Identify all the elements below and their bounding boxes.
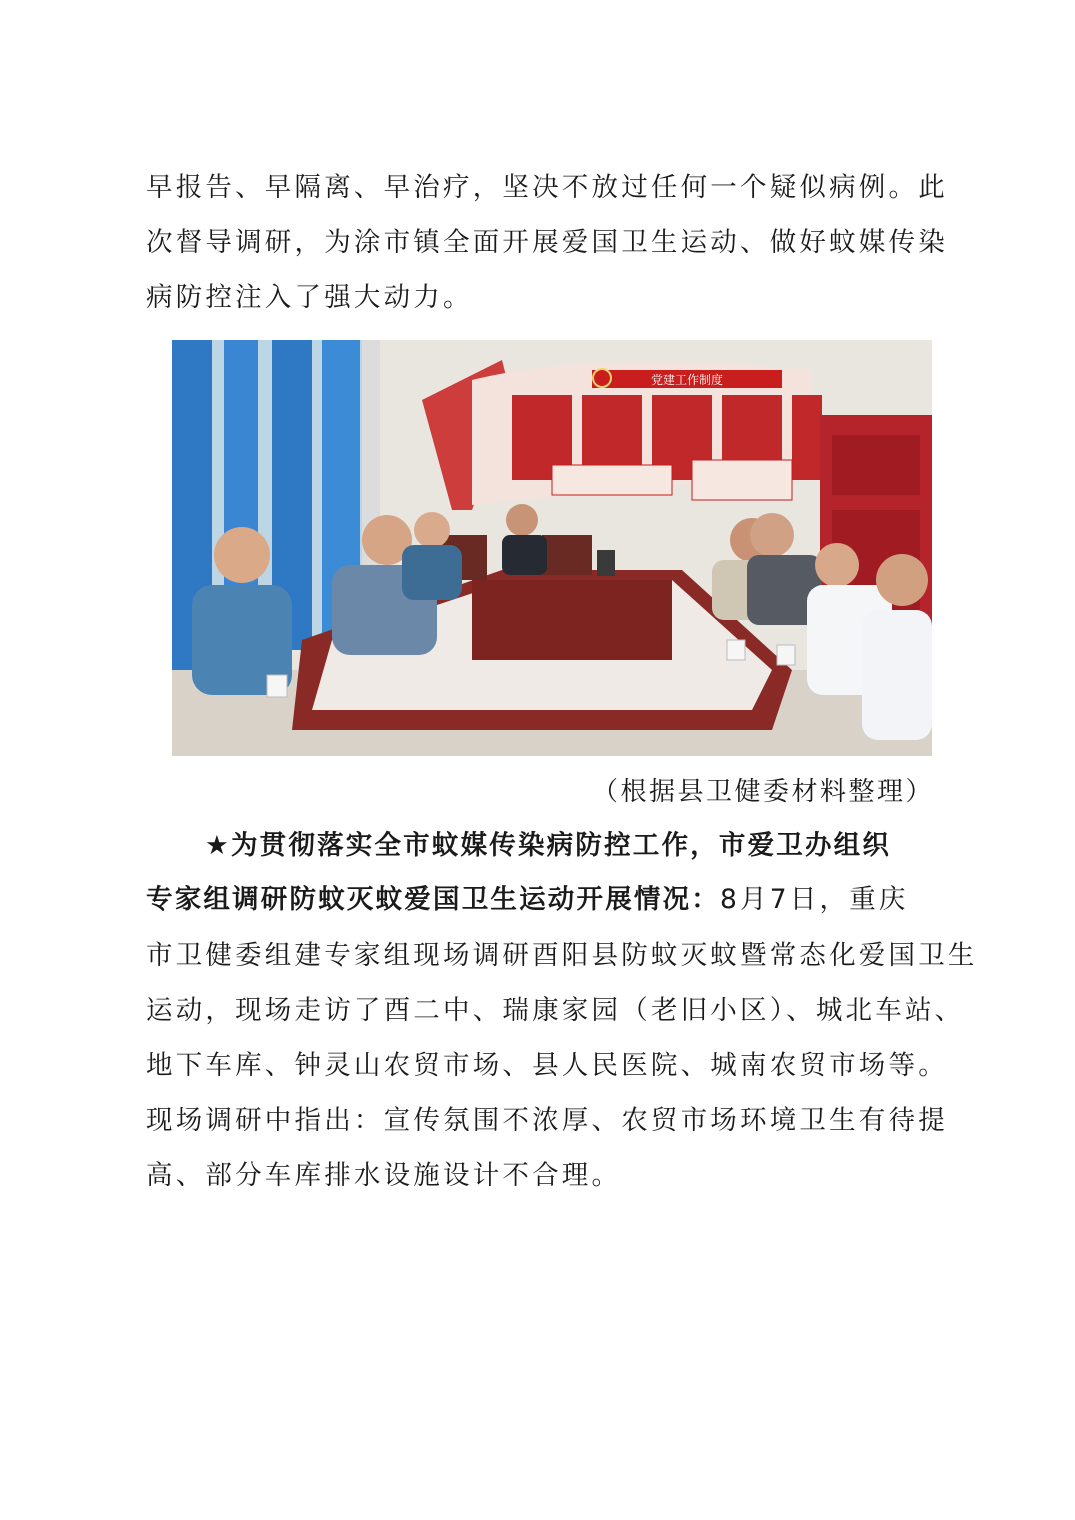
bold-text: 专家组调研防蚊灭蚊爱国卫生运动开展情况： <box>146 884 720 915</box>
paragraph-line: 地下车库、钟灵山农贸市场、县人民医院、城南农贸市场等。 <box>146 1050 948 1081</box>
paragraph-line: 市卫健委组建专家组现场调研酉阳县防蚊灭蚊暨常态化爱国卫生 <box>146 940 978 971</box>
body-text: 8月7日，重庆 <box>720 884 909 915</box>
bold-heading-line1 <box>205 826 1005 866</box>
paragraph-line <box>146 880 946 920</box>
meeting-photo <box>172 340 932 756</box>
paragraph-line: 次督导调研，为涂市镇全面开展爱国卫生运动、做好蚊媒传染 <box>146 227 948 258</box>
paragraph-line: 现场调研中指出：宣传氛围不浓厚、农贸市场环境卫生有待提 <box>146 1105 948 1136</box>
wall-title: 党建工作制度 <box>650 373 724 387</box>
paragraph-line: 早报告、早隔离、早治疗，坚决不放过任何一个疑似病例。此 <box>146 172 948 203</box>
star-icon: ★ <box>205 830 231 861</box>
meeting-room-illustration <box>172 340 932 756</box>
bold-text: 为贯彻落实全市蚊媒传染病防控工作，市爱卫办组织 <box>230 830 892 861</box>
paragraph-line: 病防控注入了强大动力。 <box>146 282 473 313</box>
paragraph-line: 高、部分车库排水设施设计不合理。 <box>146 1160 622 1191</box>
photo-caption: （根据县卫健委材料整理） <box>591 777 934 807</box>
paragraph-line: 运动，现场走访了酉二中、瑞康家园（老旧小区）、城北车站、 <box>146 995 965 1026</box>
